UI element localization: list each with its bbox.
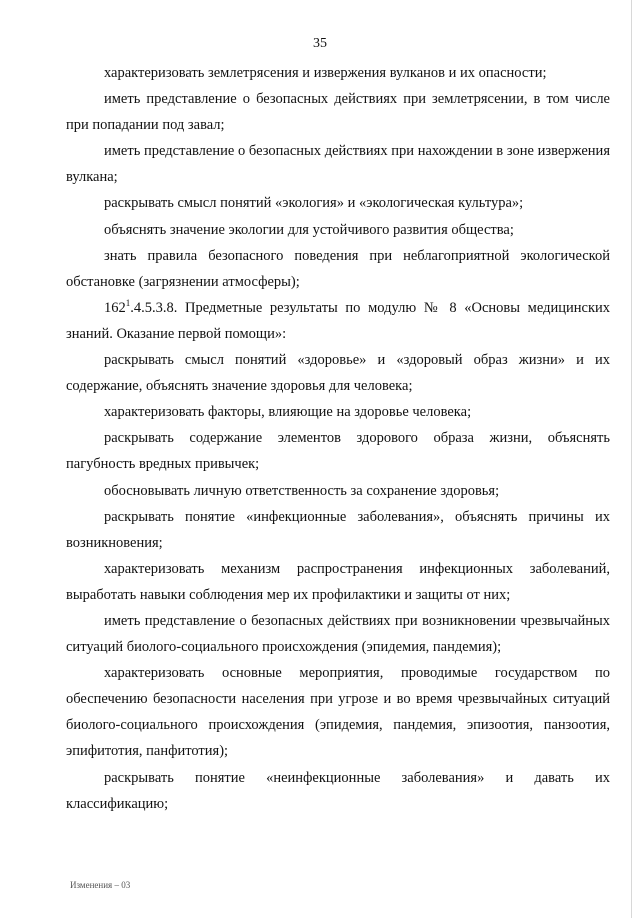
paragraph: знать правила безопасного поведения при неблагоприятной экологической обстановке (загрязнении атмосферы); bbox=[66, 247, 610, 290]
paragraph: раскрывать понятие «инфекционные заболевания», объяснять причины их возникновения; bbox=[66, 508, 610, 551]
paragraph: иметь представление о безопасных действиях при нахождении в зоне извержения вулкана; bbox=[66, 143, 610, 186]
paragraph: обосновывать личную ответственность за сохранение здоровья; bbox=[104, 482, 500, 499]
page-number: 35 bbox=[313, 36, 327, 51]
paragraph: характеризовать основные мероприятия, проводимые государством по обеспечению безопасности населения при угрозе и во время чрезвычайных ситуаций биолого-социального происхождения (эпидемия, пандемия, эпизоотия, панзоотия, эпифитотия, панфитотия); bbox=[66, 665, 610, 760]
paragraph: характеризовать землетрясения и извержения вулканов и их опасности; bbox=[104, 65, 547, 81]
scan-edge-line bbox=[631, 0, 632, 918]
paragraph: раскрывать содержание элементов здорового образа жизни, объяснять пагубность вредных привычек; bbox=[66, 430, 610, 473]
section-number-rest: .4.5.3.8. bbox=[130, 299, 178, 316]
paragraph: раскрывать смысл понятий «экология» и «экологическая культура»; bbox=[104, 195, 524, 212]
section-title: Предметные результаты по модулю № 8 «Основы медицинских знаний. Оказание первой помощи»: bbox=[66, 299, 610, 342]
section-heading bbox=[66, 295, 610, 347]
page-footer: Изменения – 03 bbox=[70, 880, 131, 890]
section-number: 162 bbox=[104, 299, 126, 316]
document-body bbox=[66, 60, 610, 817]
paragraph: характеризовать механизм распространения инфекционных заболеваний, выработать навыки соблюдения мер их профилактики и защиты от них; bbox=[66, 560, 610, 603]
paragraph: объяснять значение экологии для устойчивого развития общества; bbox=[104, 221, 514, 238]
paragraph: иметь представление о безопасных действиях при возникновении чрезвычайных ситуаций биолого-социального происхождения (эпидемия, пандемия); bbox=[66, 612, 610, 656]
paragraph: характеризовать факторы, влияющие на здоровье человека; bbox=[104, 404, 472, 421]
paragraph: раскрывать понятие «неинфекционные заболевания» и давать их классификацию; bbox=[66, 769, 610, 812]
paragraph: раскрывать смысл понятий «здоровье» и «здоровый образ жизни» и их содержание, объяснять значение здоровья для человека; bbox=[66, 352, 610, 395]
paragraph: иметь представление о безопасных действиях при землетрясении, в том числе при попадании под завал; bbox=[66, 91, 610, 134]
section-number-superscript: 1 bbox=[125, 297, 131, 308]
